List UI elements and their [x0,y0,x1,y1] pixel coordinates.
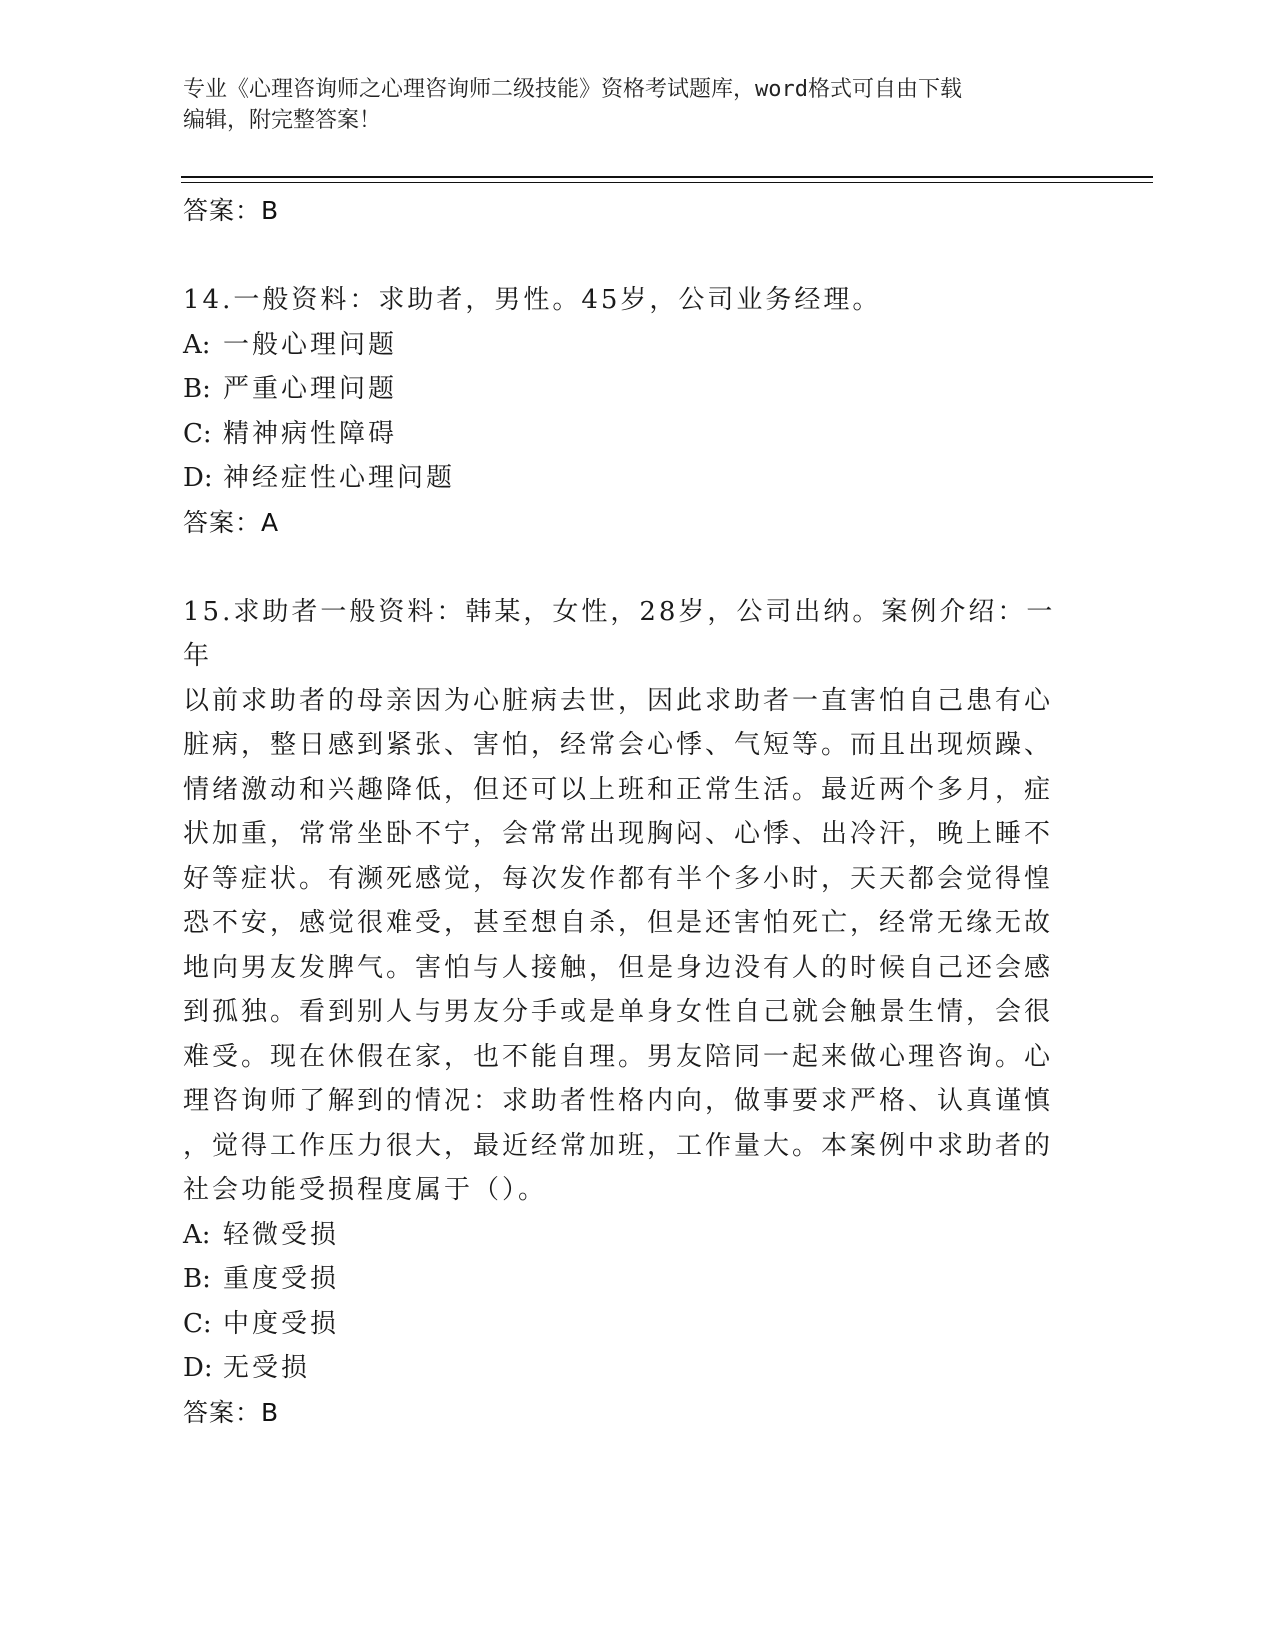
question-15-line: 状加重，常常坐卧不宁，会常常出现胸闷、心悸、出冷汗，晚上睡不 [183,819,1054,849]
question-15-line: 理咨询师了解到的情况：求助者性格内向，做事要求严格、认真谨慎 [183,1086,1054,1116]
option-text: 中度受损 [223,1308,340,1339]
option-letter: A: [183,1219,211,1250]
option-c [183,412,1063,457]
question-15-line: 到孤独。看到别人与男友分手或是单身女性自己就会触景生情，会很 [183,997,1054,1027]
option-letter: C: [183,1308,212,1339]
option-a [183,1213,1063,1258]
option-text: 严重心理问题 [223,374,398,404]
option-b [183,1257,1063,1302]
header-line-1: 专业《心理咨询师之心理咨询师二级技能》资格考试题库，word格式可自由下载 [183,77,962,102]
question-15-line: 社会功能受损程度属于（）。 [183,1175,548,1205]
option-letter: D: [183,1353,213,1383]
question-15-line: 情绪激动和兴趣降低，但还可以上班和正常生活。最近两个多月，症 [183,774,1054,805]
option-letter: D: [183,463,213,493]
header-line-2: 编辑，附完整答案！ [183,108,382,133]
header-rule-thin [181,182,1153,183]
option-letter: B: [183,374,211,404]
answer-14: 答案：A [183,507,280,537]
option-text: 神经症性心理问题 [223,463,456,493]
answer-15: 答案：B [183,1397,280,1427]
question-15-line: 脏病，整日感到紧张、害怕，经常会心悸、气短等。而且出现烦躁、 [183,730,1054,760]
option-text: 精神病性障碍 [223,418,398,449]
question-15 [183,590,1063,1435]
spacer [183,545,1063,590]
question-15-line: 以前求助者的母亲因为心脏病去世，因此求助者一直害怕自己患有心 [183,685,1054,716]
option-d [183,456,1063,501]
option-text: 重度受损 [223,1264,340,1294]
option-text: 轻微受损 [223,1219,340,1250]
option-b [183,367,1063,412]
option-text: 一般心理问题 [223,329,398,360]
option-letter: A: [183,329,211,360]
option-a [183,323,1063,368]
option-text: 无受损 [223,1353,311,1383]
question-14-text: 14.一般资料：求助者，男性。45岁，公司业务经理。 [183,285,882,315]
answer-13: 答案：B [183,196,280,225]
question-15-line: 地向男友发脾气。害怕与人接触，但是身边没有人的时候自己还会感 [183,952,1054,983]
header-rule-thick [181,176,1153,178]
spacer [183,233,1063,278]
option-letter: C: [183,418,212,449]
question-14 [183,278,1063,545]
question-15-line: 15.求助者一般资料：韩某，女性，28岁，公司出纳。案例介绍：一年 [183,596,1056,671]
option-letter: B: [183,1264,211,1294]
option-c [183,1302,1063,1347]
question-15-line: 恐不安，感觉很难受，甚至想自杀，但是还害怕死亡，经常无缘无故 [183,908,1054,938]
question-15-line: ，觉得工作压力很大，最近经常加班，工作量大。本案例中求助者的 [183,1130,1054,1161]
document-body [183,189,1063,1435]
question-15-line: 好等症状。有濒死感觉，每次发作都有半个多小时，天天都会觉得惶 [183,863,1054,894]
page-header [183,74,1063,136]
question-15-line: 难受。现在休假在家，也不能自理。男友陪同一起来做心理咨询。心 [183,1041,1054,1072]
option-d [183,1346,1063,1391]
